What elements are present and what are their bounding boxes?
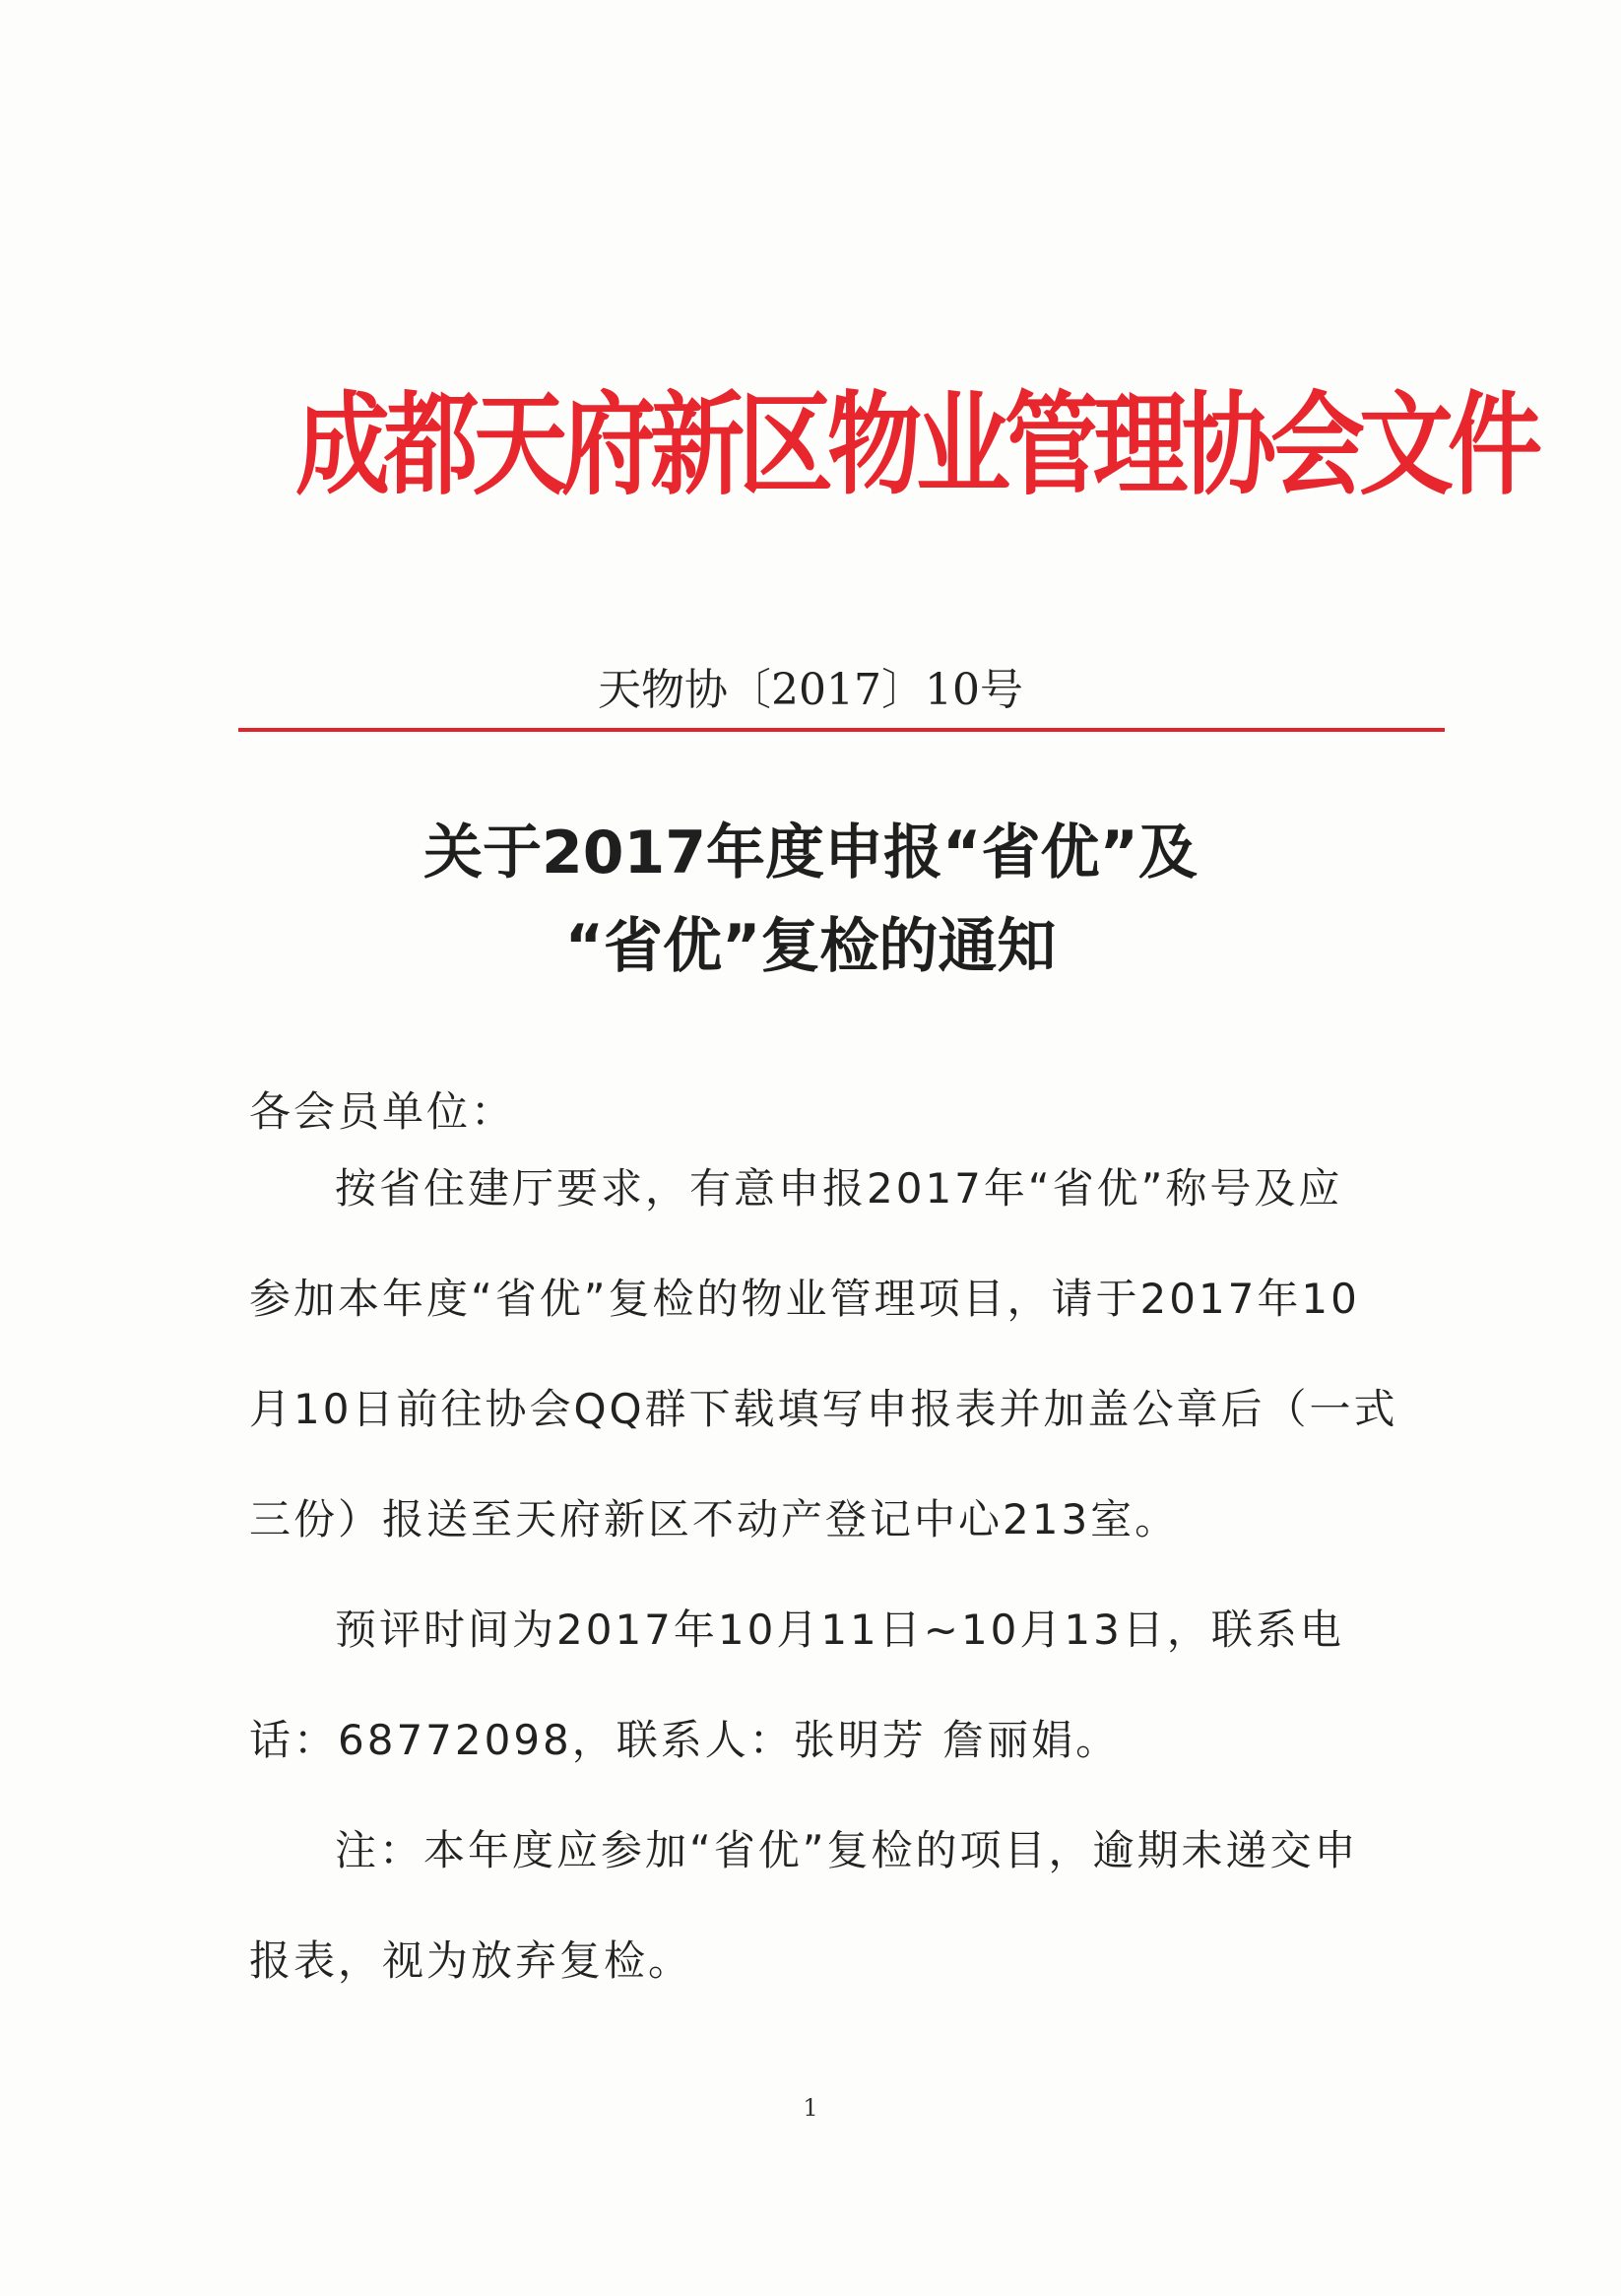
document-number: 天物协〔2017〕10号 <box>598 665 1023 715</box>
body-line-2: 参加本年度“省优”复检的物业管理项目，请于2017年10 <box>249 1275 1360 1323</box>
body-line-4: 三份）报送至天府新区不动产登记中心213室。 <box>249 1495 1180 1543</box>
page-number: 1 <box>803 2094 818 2122</box>
salutation: 各会员单位： <box>249 1087 516 1136</box>
notice-title-line-2: “省优”复检的通知 <box>564 912 1057 981</box>
notice-title-line-1: 关于2017年度申报“省优”及 <box>423 819 1198 887</box>
body-line-8: 报表，视为放弃复检。 <box>249 1936 693 1985</box>
body-line-7: 注：本年度应参加“省优”复检的项目，逾期未递交申 <box>335 1826 1359 1874</box>
body-line-5: 预评时间为2017年10月11日~10月13日，联系电 <box>335 1606 1344 1654</box>
red-separator-line <box>238 728 1445 732</box>
body-line-1: 按省住建厅要求，有意申报2017年“省优”称号及应 <box>335 1164 1343 1213</box>
body-line-6: 话：68772098，联系人：张明芳 詹丽娟。 <box>249 1716 1121 1764</box>
organization-header-title: 成都天府新区物业管理协会文件 <box>295 379 1536 511</box>
body-line-3: 月10日前往协会QQ群下载填写申报表并加盖公章后（一式 <box>249 1385 1398 1433</box>
